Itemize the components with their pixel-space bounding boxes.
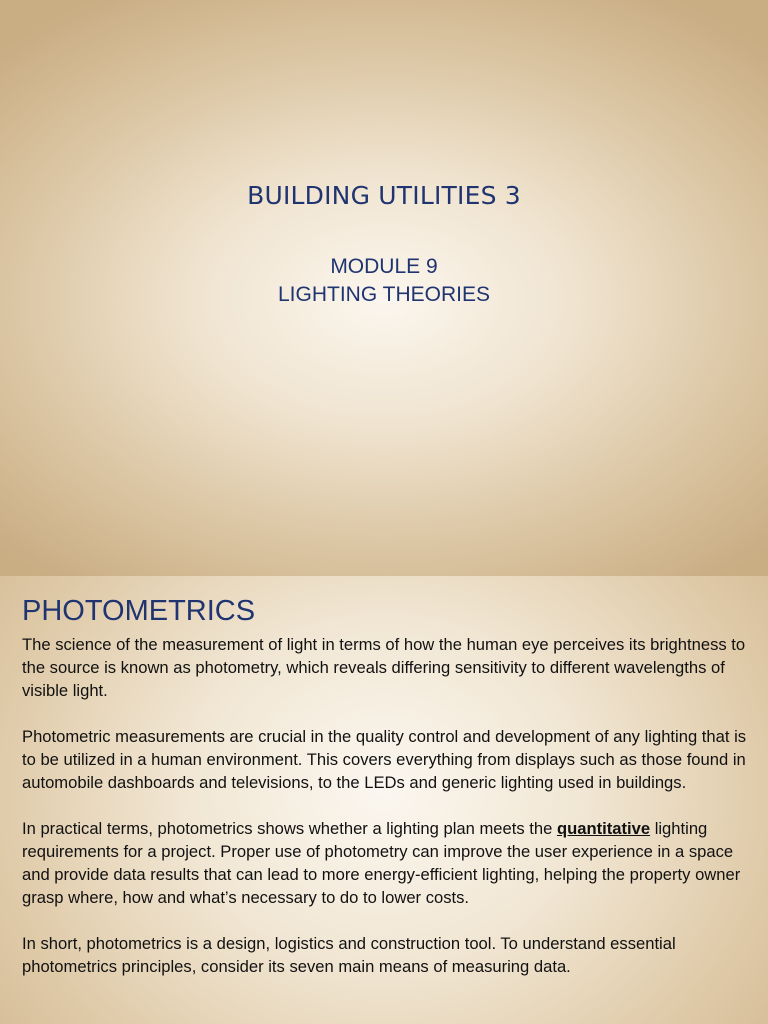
paragraph-practical-end: lighting requirements for a project. Proper use of photometry can improve the user experience in a space and provide data results that can lead to more energy-efficient lighting, helping the property owner grasp where, how and what’s necessary to do to lower costs. [22,819,741,907]
paragraph-practical-start: In practical terms, photometrics shows whether a lighting plan meets the [22,819,557,838]
paragraph-measurements: Photometric measurements are crucial in the quality control and development of any lighting that is to be utilized in a human environment. This covers everything from displays such as those found in automobile dashboards and televisions, to the LEDs and generic lighting used in buildings. [22,727,747,792]
module-number: MODULE 9 [330,255,438,278]
paragraph-practical [22,817,752,909]
section-heading: PHOTOMETRICS [22,595,256,627]
section-body [22,633,752,1001]
slide-title: BUILDING UTILITIES 3 [247,181,521,210]
module-topic: LIGHTING THEORIES [278,283,490,306]
slide-subtitle [0,253,768,309]
content-slide [0,576,768,1024]
paragraph-summary: In short, photometrics is a design, logistics and construction tool. To understand essential photometrics principles, consider its seven main means of measuring data. [22,934,676,976]
paragraph-definition: The science of the measurement of light in terms of how the human eye perceives its brightness to the source is known as photometry, which reveals differing sensitivity to different wavelengths of visible light. [22,635,746,700]
emphasized-term: quantitative [556,819,651,838]
